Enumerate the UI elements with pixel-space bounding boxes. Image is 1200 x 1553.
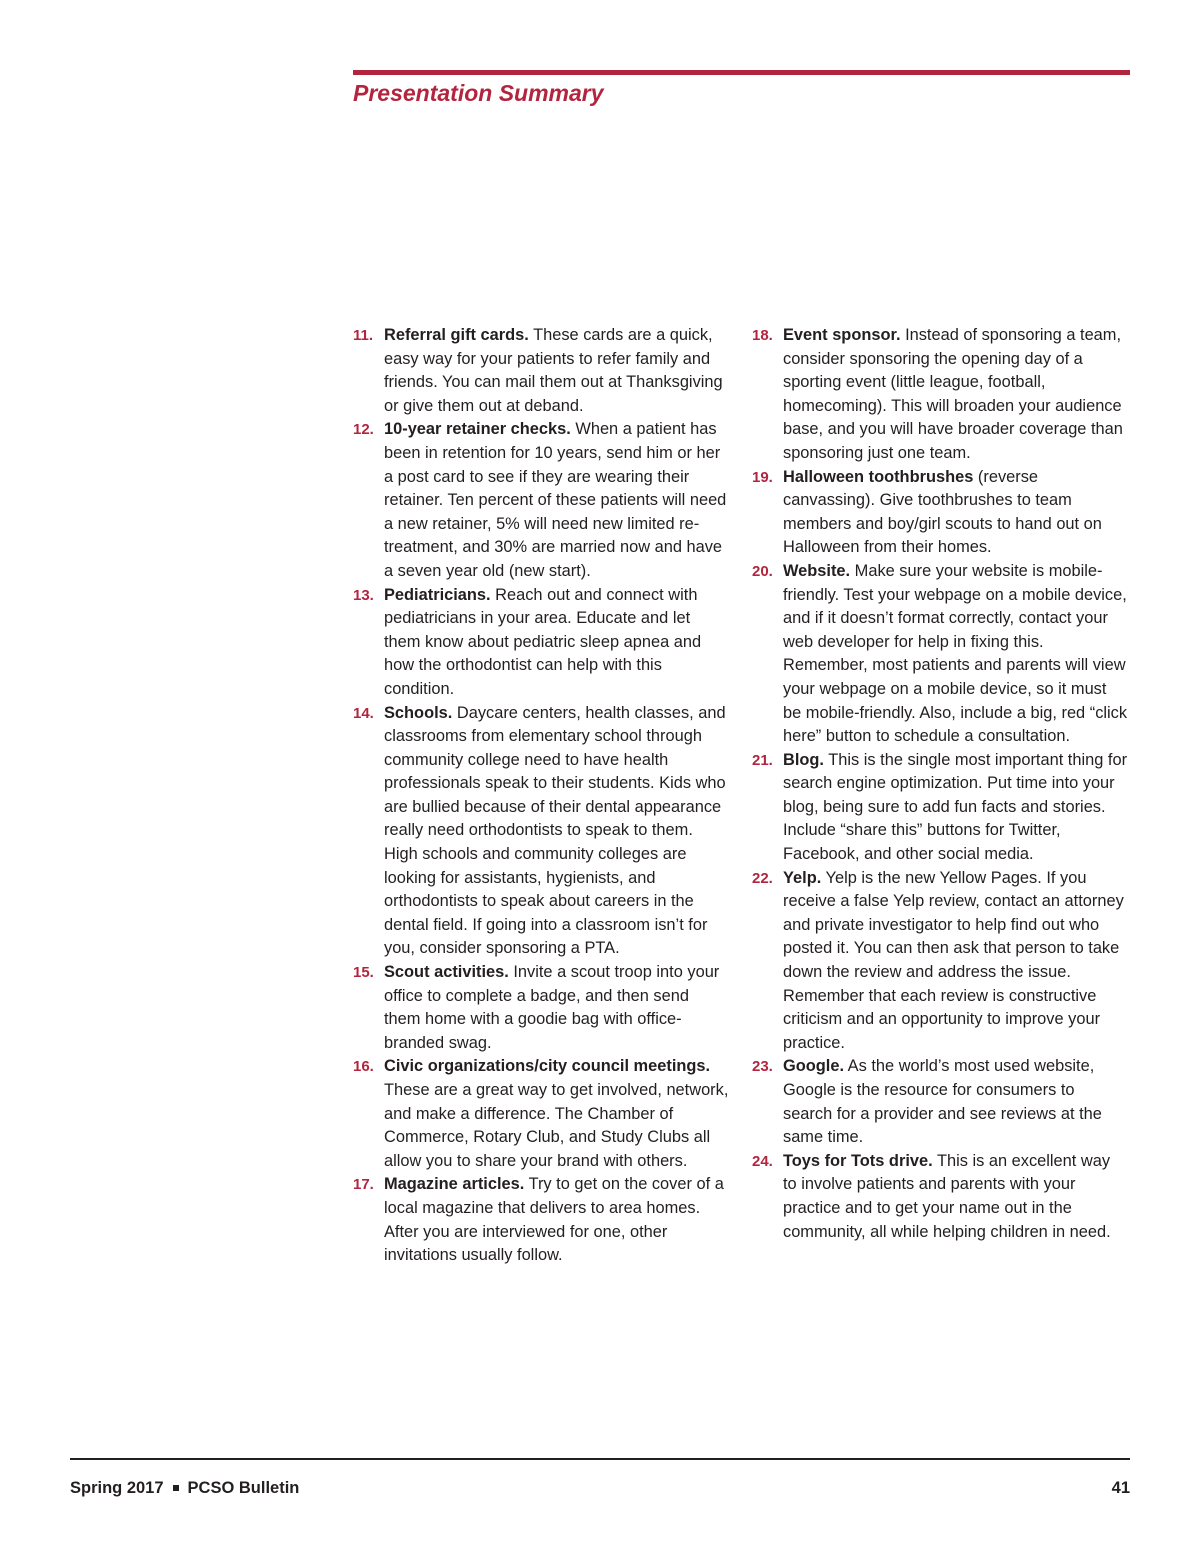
item-number: 12. [353, 421, 374, 439]
item-lead: Halloween toothbrushes [783, 467, 974, 486]
item-text: Try to get on the cover of a local magazine that delivers to area homes. After you are interviewed for one, other invitations usually follow. [384, 1175, 724, 1265]
item-lead: Schools. [384, 703, 453, 722]
list-item [353, 1055, 729, 1173]
footer-rule [70, 1458, 1130, 1460]
item-text: This is the single most important thing for search engine optimization. Put time into your blog, being sure to add fun facts and stories. Include “share this” buttons for Twitter, Facebook, and other social media. [783, 750, 1128, 864]
item-lead: Toys for Tots drive. [783, 1151, 933, 1170]
item-lead: Scout activities. [384, 963, 509, 982]
list-item [752, 1055, 1128, 1149]
item-text: These are a great way to get involved, network, and make a difference. The Chamber of Commerce, Rotary Club, and Study Clubs all allow you to share your brand with others. [384, 1081, 729, 1170]
item-number: 23. [752, 1058, 773, 1076]
list-item [353, 961, 729, 1055]
item-lead: Google. [783, 1057, 845, 1076]
item-lead: 10-year retainer checks. [384, 420, 571, 439]
list-item [353, 702, 729, 962]
item-number: 24. [752, 1152, 773, 1170]
item-lead: Blog. [783, 750, 824, 769]
list-item [752, 324, 1128, 466]
item-text: Invite a scout troop into your office to complete a badge, and then send them home with a goodie bag with office-branded swag. [384, 963, 720, 1052]
list-item [752, 867, 1128, 1056]
item-number: 13. [353, 586, 374, 604]
right-column [752, 324, 1128, 1244]
section-title: Presentation Summary [353, 80, 604, 106]
item-number: 14. [353, 704, 374, 722]
list-item [353, 1173, 729, 1267]
item-lead: Magazine articles. [384, 1175, 525, 1194]
tips-list-right [752, 324, 1128, 1244]
tips-list-left [353, 324, 729, 1268]
item-number: 15. [353, 964, 374, 982]
left-column [353, 324, 729, 1268]
item-number: 21. [752, 751, 773, 769]
item-lead: Pediatricians. [384, 585, 491, 604]
item-text: Reach out and connect with pediatricians in your area. Educate and let them know about pediatric sleep apnea and how the orthodontist can help with this condition. [384, 585, 702, 698]
header-rule [353, 70, 1130, 75]
page-number: 41 [1111, 1479, 1130, 1497]
footer-credit [70, 1479, 299, 1498]
item-number: 11. [353, 327, 374, 344]
list-item [752, 749, 1128, 867]
item-text: Daycare centers, health classes, and classrooms from elementary school through community college need to have health professionals speak to their students. Kids who are bullied because of their dental appearance really need orthodontists to speak to them. High schools and community colleges are looking for assistants, hygienists, and orthodontists to speak about careers in the dental field. If going into a classroom isn’t for you, consider sponsoring a PTA. [384, 703, 726, 958]
item-text: Make sure your website is mobile-friendly. Test your webpage on a mobile device, and if it doesn’t format correctly, contact your web developer for help in fixing this. Remember, most patients and parents will view your webpage on a mobile device, so it must be mobile-friendly. Also, include a big, red “click here” button to schedule a consultation. [783, 561, 1128, 746]
footer-season: Spring 2017 [70, 1479, 164, 1497]
item-text: (reverse canvassing). Give toothbrushes to team members and boy/girl scouts to hand out on Halloween from their homes. [783, 467, 1102, 557]
list-item [752, 466, 1128, 560]
item-text: Yelp is the new Yellow Pages. If you receive a false Yelp review, contact an attorney and private investigator to help find out who posted it. You can then ask that person to take down the review and address the issue. Remember that each review is constructive criticism and an opportunity to improve your practice. [783, 868, 1124, 1052]
item-number: 19. [752, 468, 773, 486]
item-number: 20. [752, 562, 773, 580]
list-item [752, 560, 1128, 749]
item-lead: Referral gift cards. [384, 326, 529, 344]
list-item [353, 584, 729, 702]
footer-separator-icon [173, 1485, 179, 1491]
item-lead: Event sponsor. [783, 326, 901, 344]
list-item [752, 1150, 1128, 1244]
item-number: 16. [353, 1058, 374, 1076]
item-lead: Civic organizations/city council meetings. [384, 1057, 711, 1076]
item-number: 22. [752, 869, 773, 887]
item-text: Instead of sponsoring a team, consider sponsoring the opening day of a sporting event (little league, football, homecoming). This will broaden your audience base, and you will have broader coverage than sponsoring just one team. [783, 326, 1123, 462]
list-item [353, 324, 729, 418]
item-number: 18. [752, 327, 773, 344]
item-lead: Yelp. [783, 868, 822, 887]
item-text: This is an excellent way to involve patients and parents with your practice and to get your name out in the community, all while helping children in need. [783, 1151, 1111, 1241]
item-text: As the world’s most used website, Google is the resource for consumers to search for a provider and see reviews at the same time. [783, 1057, 1102, 1147]
item-text: These cards are a quick, easy way for your patients to refer family and friends. You can mail them out at Thanksgiving or give them out at deband. [384, 326, 723, 415]
footer-publication: PCSO Bulletin [187, 1479, 300, 1497]
item-text: When a patient has been in retention for 10 years, send him or her a post card to see if they are wearing their retainer. Ten percent of these patients will need a new retainer, 5% will need new limited re-treatment, and 30% are married now and have a seven year old (new start). [384, 420, 727, 580]
item-lead: Website. [783, 561, 851, 580]
list-item [353, 418, 729, 583]
item-number: 17. [353, 1176, 374, 1194]
